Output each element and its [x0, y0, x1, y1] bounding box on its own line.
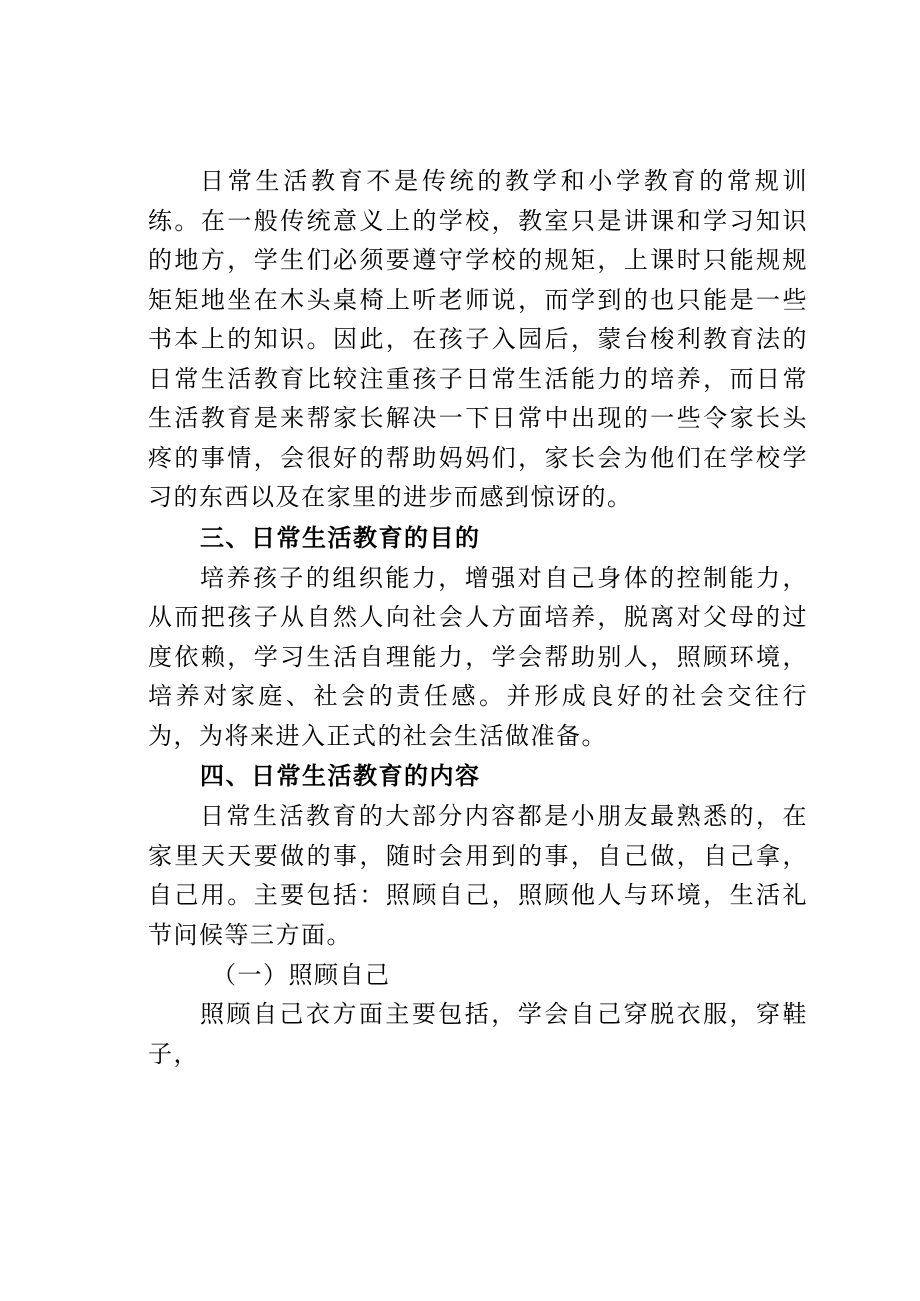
paragraph-content: 日常生活教育的大部分内容都是小朋友最熟悉的，在家里天天要做的事，随时会用到的事，自己做，自己拿，自己用。主要包括：照顾自己，照顾他人与环境，生活礼节问候等三方面。 [148, 802, 808, 949]
document-body [148, 162, 808, 1074]
section-heading-purpose: 三、日常生活教育的目的 [200, 523, 481, 552]
paragraph-self-care: 照顾自己衣方面主要包括，学会自己穿脱衣服，穿鞋子， [148, 1000, 808, 1068]
paragraph-purpose: 培养孩子的组织能力，增强对自己身体的控制能力，从而把孩子从自然人向社会人方面培养，脱离对父母的过度依赖，学习生活自理能力，学会帮助别人，照顾环境，培养对家庭、社会的责任感。并形成良好的社会交往行为，为将来进入正式的社会生活做准备。 [148, 563, 808, 750]
subsection-heading-self-care: （一）照顾自己 [212, 961, 391, 989]
paragraph-daily-life-education-intro: 日常生活教育不是传统的教学和小学教育的常规训练。在一般传统意义上的学校，教室只是讲课和学习知识的地方，学生们必须要遵守学校的规矩，上课时只能规规矩矩地坐在木头桌椅上听老师说，而学到的也只能是一些书本上的知识。因此，在孩子入园后，蒙台梭利教育法的日常生活教育比较注重孩子日常生活能力的培养，而日常生活教育是来帮家长解决一下日常中出现的一些令家长头疼的事情，会很好的帮助妈妈们，家长会为他们在学校学习的东西以及在家里的进步而感到惊讶的。 [148, 167, 808, 511]
section-heading-content: 四、日常生活教育的内容 [200, 762, 481, 790]
